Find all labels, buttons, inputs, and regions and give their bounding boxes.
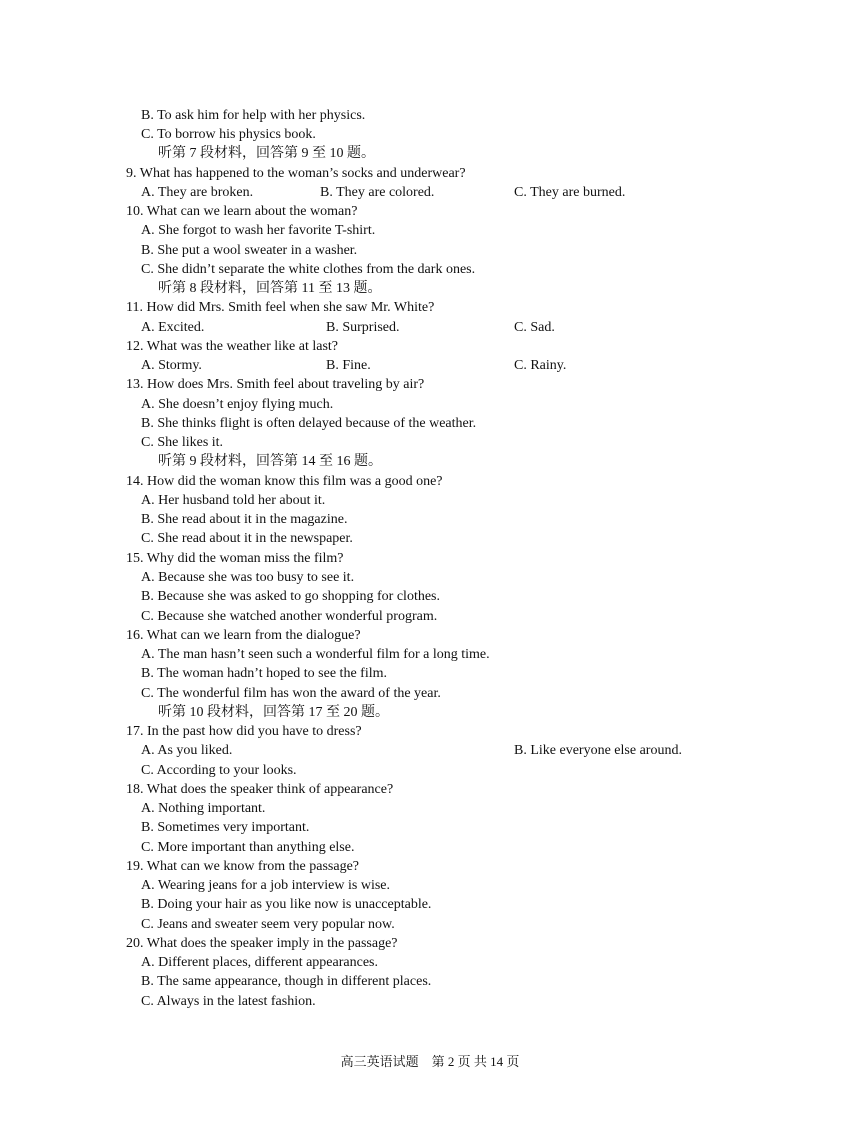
option-text: A. They are broken. xyxy=(141,185,254,200)
question-text: 14. How did the woman know this film was a good one? xyxy=(126,474,443,489)
option-text: C. She didn’t separate the white clothes from the dark ones. xyxy=(141,262,476,277)
question-text: 15. Why did the woman miss the film? xyxy=(126,551,344,566)
option-text: B. The woman hadn’t hoped to see the film. xyxy=(141,666,387,681)
question-text: 20. What does the speaker imply in the passage? xyxy=(126,936,398,951)
option-text: A. Excited. xyxy=(141,320,205,335)
option-text: B. They are colored. xyxy=(320,185,435,200)
option-text: A. She doesn’t enjoy flying much. xyxy=(141,397,334,412)
option-text: C. Sad. xyxy=(514,320,555,335)
option-text: B. The same appearance, though in different places. xyxy=(141,974,432,989)
option-text: A. As you liked. xyxy=(141,743,233,758)
option-text: A. Because she was too busy to see it. xyxy=(141,570,355,585)
option-text: B. Because she was asked to go shopping for clothes. xyxy=(141,589,440,604)
question-text: 12. What was the weather like at last? xyxy=(126,339,338,354)
option-text: B. She read about it in the magazine. xyxy=(141,512,348,527)
option-text: C. She read about it in the newspaper. xyxy=(141,531,353,546)
option-text: C. Jeans and sweater seem very popular now. xyxy=(141,917,395,932)
page-footer: 高三英语试题 第 2 页 共 14 页 xyxy=(340,1054,520,1069)
option-text: A. Her husband told her about it. xyxy=(141,493,326,508)
question-text: 10. What can we learn about the woman? xyxy=(126,204,358,219)
question-text: 17. In the past how did you have to dress? xyxy=(126,724,362,739)
option-text: A. Wearing jeans for a job interview is wise. xyxy=(141,878,390,893)
option-text: C. Because she watched another wonderful program. xyxy=(141,609,438,624)
option-text: B. Doing your hair as you like now is unacceptable. xyxy=(141,897,432,912)
section-instruction: 听第 7 段材料，回答第 9 至 10 题。 xyxy=(158,146,375,161)
option-text: C. More important than anything else. xyxy=(141,840,355,855)
section-instruction: 听第 8 段材料，回答第 11 至 13 题。 xyxy=(158,281,382,296)
question-text: 11. How did Mrs. Smith feel when she saw Mr. White? xyxy=(126,300,435,315)
question-text: 18. What does the speaker think of appearance? xyxy=(126,782,394,797)
option-text: A. She forgot to wash her favorite T-shirt. xyxy=(141,223,376,238)
question-text: 16. What can we learn from the dialogue? xyxy=(126,628,361,643)
option-text: A. The man hasn’t seen such a wonderful film for a long time. xyxy=(141,647,490,662)
option-text: B. To ask him for help with her physics. xyxy=(141,108,366,123)
option-text: C. She likes it. xyxy=(141,435,224,450)
option-text: B. Fine. xyxy=(326,358,371,373)
option-text: C. The wonderful film has won the award of the year. xyxy=(141,686,441,701)
option-text: C. They are burned. xyxy=(514,185,626,200)
option-text: B. Surprised. xyxy=(326,320,400,335)
option-text: B. Sometimes very important. xyxy=(141,820,310,835)
option-text: B. She put a wool sweater in a washer. xyxy=(141,243,358,258)
option-text: A. Different places, different appearances. xyxy=(141,955,378,970)
section-instruction: 听第 9 段材料，回答第 14 至 16 题。 xyxy=(158,454,382,469)
option-text: A. Stormy. xyxy=(141,358,202,373)
option-text: C. According to your looks. xyxy=(141,763,297,778)
option-text: C. Always in the latest fashion. xyxy=(141,994,316,1009)
option-text: C. Rainy. xyxy=(514,358,567,373)
section-instruction: 听第 10 段材料，回答第 17 至 20 题。 xyxy=(158,705,389,720)
option-text: A. Nothing important. xyxy=(141,801,266,816)
question-text: 13. How does Mrs. Smith feel about traveling by air? xyxy=(126,377,425,392)
question-text: 19. What can we know from the passage? xyxy=(126,859,359,874)
option-text: B. Like everyone else around. xyxy=(514,743,682,758)
option-text: B. She thinks flight is often delayed because of the weather. xyxy=(141,416,477,431)
option-text: C. To borrow his physics book. xyxy=(141,127,316,142)
question-text: 9. What has happened to the woman’s socks and underwear? xyxy=(126,166,466,181)
